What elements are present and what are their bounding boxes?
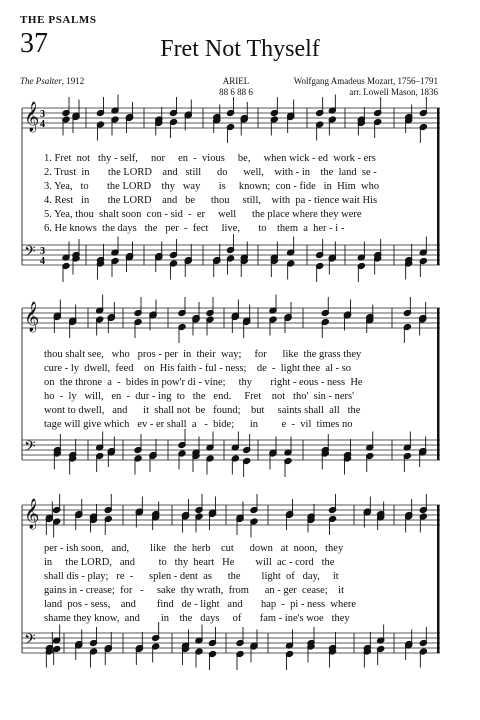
section-label: THE PSALMS: [20, 14, 97, 26]
time-signature-top: 3: [40, 246, 45, 257]
lyric-line: on the throne a - bides in pow'r di - vine; thy right - eous - ness He: [44, 377, 363, 388]
bass-clef: 𝄢: [24, 438, 36, 459]
treble-clef: 𝄞: [24, 102, 40, 132]
lyric-line: ho - ly will, en - dur - ing to the end. Fret not tho' sin - ners': [44, 391, 354, 402]
final-barline: [437, 505, 440, 653]
lyric-line: land pos - sess, and find de - light and hap - pi - ness where: [44, 599, 357, 610]
text-source-name: The Psalter: [20, 76, 62, 86]
treble-clef: 𝄞: [24, 499, 40, 529]
meter: 88 6 88 6: [219, 87, 253, 97]
lyric-line: gains in - crease; for - sake thy wrath, from an - ger cease; it: [44, 585, 345, 596]
lyric-line: 4. Rest in the LORD and be thou still, with pa - tience wait His: [44, 195, 378, 206]
lyric-line: thou shalt see, who pros - per in their way; for like the grass they: [44, 349, 362, 360]
arranger: arr. Lowell Mason, 1836: [349, 87, 438, 97]
lyric-line: shall dis - play; re - splen - dent as the light of day, it: [44, 571, 339, 582]
lyric-line: in the LORD, and to thy heart He will ac - cord the: [44, 557, 335, 568]
time-signature-bottom: 4: [40, 119, 45, 130]
text-source-year: , 1912: [61, 76, 85, 86]
treble-clef: 𝄞: [24, 302, 40, 332]
lyric-line: 6. He knows the days the per - fect live, to them a her - i -: [44, 223, 345, 234]
hymn-title: Fret Not Thyself: [160, 36, 320, 62]
lyric-line: cure - ly dwell, feed on His faith - ful - ness; de - light thee al - so: [44, 363, 352, 374]
lyric-line: wont to dwell, and it shall not be found; but saints shall all the: [44, 405, 361, 416]
final-barline: [437, 108, 440, 265]
lyric-line: tage will give which ev - er shall a - bide; in e - vil times no: [44, 419, 353, 430]
lyric-line: 3. Yea, to the LORD thy way is known; con - fide in Him who: [44, 181, 380, 192]
final-barline: [437, 308, 440, 460]
tune-name: ARIEL: [222, 76, 250, 86]
composer: Wolfgang Amadeus Mozart, 1756–1791: [293, 76, 438, 86]
time-signature-bottom: 4: [40, 256, 45, 267]
time-signature-top: 3: [40, 109, 45, 120]
hymn-number: 37: [20, 28, 48, 59]
lyric-line: per - ish soon, and, like the herb cut down at noon, they: [44, 543, 344, 554]
lyric-line: 1. Fret not thy - self, nor en - vious be, when wick - ed work - ers: [44, 153, 376, 164]
bass-clef: 𝄢: [24, 631, 36, 652]
lyric-line: shame they know, and in the days of fam - ine's woe they: [44, 613, 350, 624]
lyric-line: 2. Trust in the LORD and still do well, with - in the land se -: [44, 167, 377, 178]
lyric-line: 5. Yea, thou shalt soon con - sid - er well the place where they were: [44, 209, 362, 220]
bass-clef: 𝄢: [24, 243, 36, 264]
